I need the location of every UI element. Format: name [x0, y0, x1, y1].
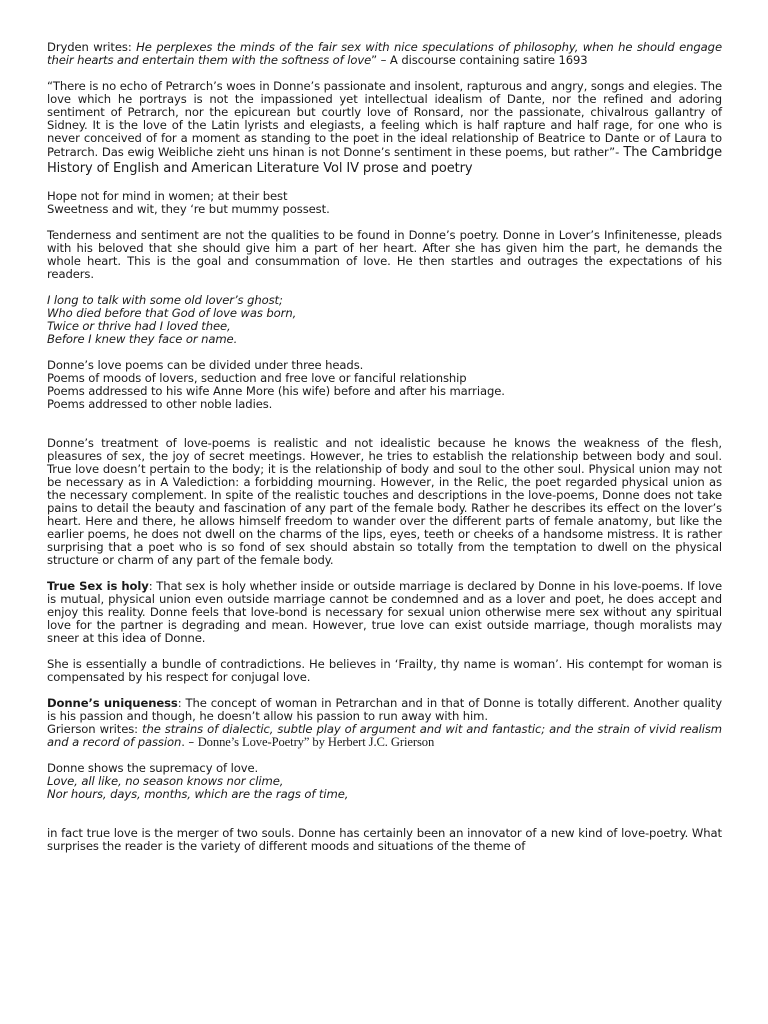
verse-line: Before I knew they face or name.	[47, 332, 238, 346]
contradictions-paragraph: She is essentially a bundle of contradictions. He believes in ‘Frailty, thy name is woman’. His contempt for woman is compensated by his respect for conjugal love.	[47, 657, 722, 684]
true-sex-paragraph	[47, 580, 722, 645]
verse-line: Nor hours, days, months, which are the rags of time,	[47, 787, 349, 801]
dryden-quote: He perplexes the minds of the fair sex with nice speculations of philosophy, when he should engage their hearts and entertain them with the softness of love	[47, 40, 722, 67]
tenderness-paragraph: Tenderness and sentiment are not the qualities to be found in Donne’s poetry. Donne in Lover’s Infinitenesse, pleads with his beloved that she should give him a part of her heart. After she has given him the part, he demands the whole heart. This is the goal and consummation of love. He then startles and outrages the expectations of his readers.	[47, 228, 722, 281]
uniqueness-body: : The concept of woman in Petrarchan and in that of Donne is totally different. Another quality is his passion and though, he doesn’t allow his passion to run away with him.	[47, 696, 722, 723]
categories-intro: Donne’s love poems can be divided under three heads.	[47, 358, 364, 372]
grierson-lead: Grierson writes:	[47, 722, 142, 736]
merger-paragraph: in fact true love is the merger of two souls. Donne has certainly been an innovator of a new kind of love-poetry. What surprises the reader is the variety of different moods and situations of the theme of	[47, 826, 722, 853]
dryden-tail: ” – A discourse containing satire 1693	[371, 53, 588, 67]
grierson-tail: . –	[181, 735, 198, 749]
true-sex-body: : That sex is holy whether inside or outside marriage is declared by Donne in his love-poems. If love is mutual, physical union even outside marriage cannot be condemned and as a lover and poet, he does accept and enjoy this reality. Donne feels that love-bond is necessary for sexual union otherwise mere sex without any spiritual love for the partner is degrading and mean. However, true love can exist outside marriage, though moralists may sneer at this idea of Donne.	[47, 579, 722, 645]
cambridge-body: “There is no echo of Petrarch’s woes in Donne’s passionate and insolent, rapturous and angry, songs and elegies. The love which he portrays is not the impassioned yet intellectual idealism of Dante, nor the refined and adoring sentiment of Petrarch, nor the epicurean but courtly love of Ronsard, nor the passionate, chivalrous gallantry of Sidney. It is the love of the Latin lyrists and elegiasts, a feeling which is half rapture and half rage, for one who is never conceived of for a moment as standing to the poet in the ideal relationship of Beatrice to Dante or of Laura to Petrarch. Das ewig Weibliche zieht uns hinan is not Donne’s sentiment in these poems, but rather”-	[47, 79, 722, 159]
dryden-paragraph	[47, 41, 722, 67]
verse-line: Love, all like, no season knows nor clime,	[47, 774, 284, 788]
verse-intro: Donne shows the supremacy of love.	[47, 761, 259, 775]
verse-three	[47, 762, 722, 801]
love-poem-categories	[47, 359, 722, 411]
grierson-source: Donne’s Love-Poetry” by Herbert J.C. Grierson	[197, 735, 435, 749]
verse-line: I long to talk with some old lover’s ghost;	[47, 293, 283, 307]
cambridge-source: The Cambridge History of English and American Literature Vol IV prose and poetry	[47, 145, 722, 176]
verse-line: Twice or thrive had I loved thee,	[47, 319, 231, 333]
verse-line: Who died before that God of love was born,	[47, 306, 297, 320]
dryden-lead: Dryden writes:	[47, 40, 137, 54]
category-item: Poems of moods of lovers, seduction and free love or fanciful relationship	[47, 371, 467, 385]
grierson-paragraph	[47, 723, 722, 749]
category-item: Poems addressed to other noble ladies.	[47, 397, 273, 411]
treatment-paragraph: Donne’s treatment of love-poems is realistic and not idealistic because he knows the weakness of the flesh, pleasures of sex, the joy of secret meetings. However, he tries to establish the relationship between body and soul. True love doesn’t pertain to the body; it is the relationship of body and soul to the other soul. Physical union may not be necessary as in A Valediction: a forbidding mourning. However, in the Relic, the poet regarded physical union as the necessary complement. In spite of the realistic touches and descriptions in the love-poems, Donne does not take pains to detail the beauty and fascination of any part of the female body. Rather he describes its effect on the lover’s heart. Here and there, he allows himself freedom to wander over the different parts of female anatomy, but like the earlier poems, he does not dwell on the charms of the lips, eyes, teeth or cheeks of a handsome mistress. It is rather surprising that a poet who is so fond of sex should abstain so totally from the temptation to dwell on the physical structure or charm of any part of the female body.	[47, 436, 722, 567]
true-sex-heading: True Sex is holy	[47, 579, 149, 593]
uniqueness-heading: Donne’s uniqueness	[47, 696, 178, 710]
category-item: Poems addressed to his wife Anne More (his wife) before and after his marriage.	[47, 384, 505, 398]
cambridge-paragraph	[47, 80, 722, 177]
verse-line: Hope not for mind in women; at their best	[47, 189, 288, 203]
uniqueness-paragraph	[47, 697, 722, 723]
grierson-quote: the strains of dialectic, subtle play of argument and wit and fantastic; and the strain of vivid realism and a record of passion	[47, 722, 722, 749]
verse-two	[47, 294, 722, 346]
verse-line: Sweetness and wit, they ‘re but mummy possest.	[47, 202, 330, 216]
verse-one	[47, 190, 722, 216]
